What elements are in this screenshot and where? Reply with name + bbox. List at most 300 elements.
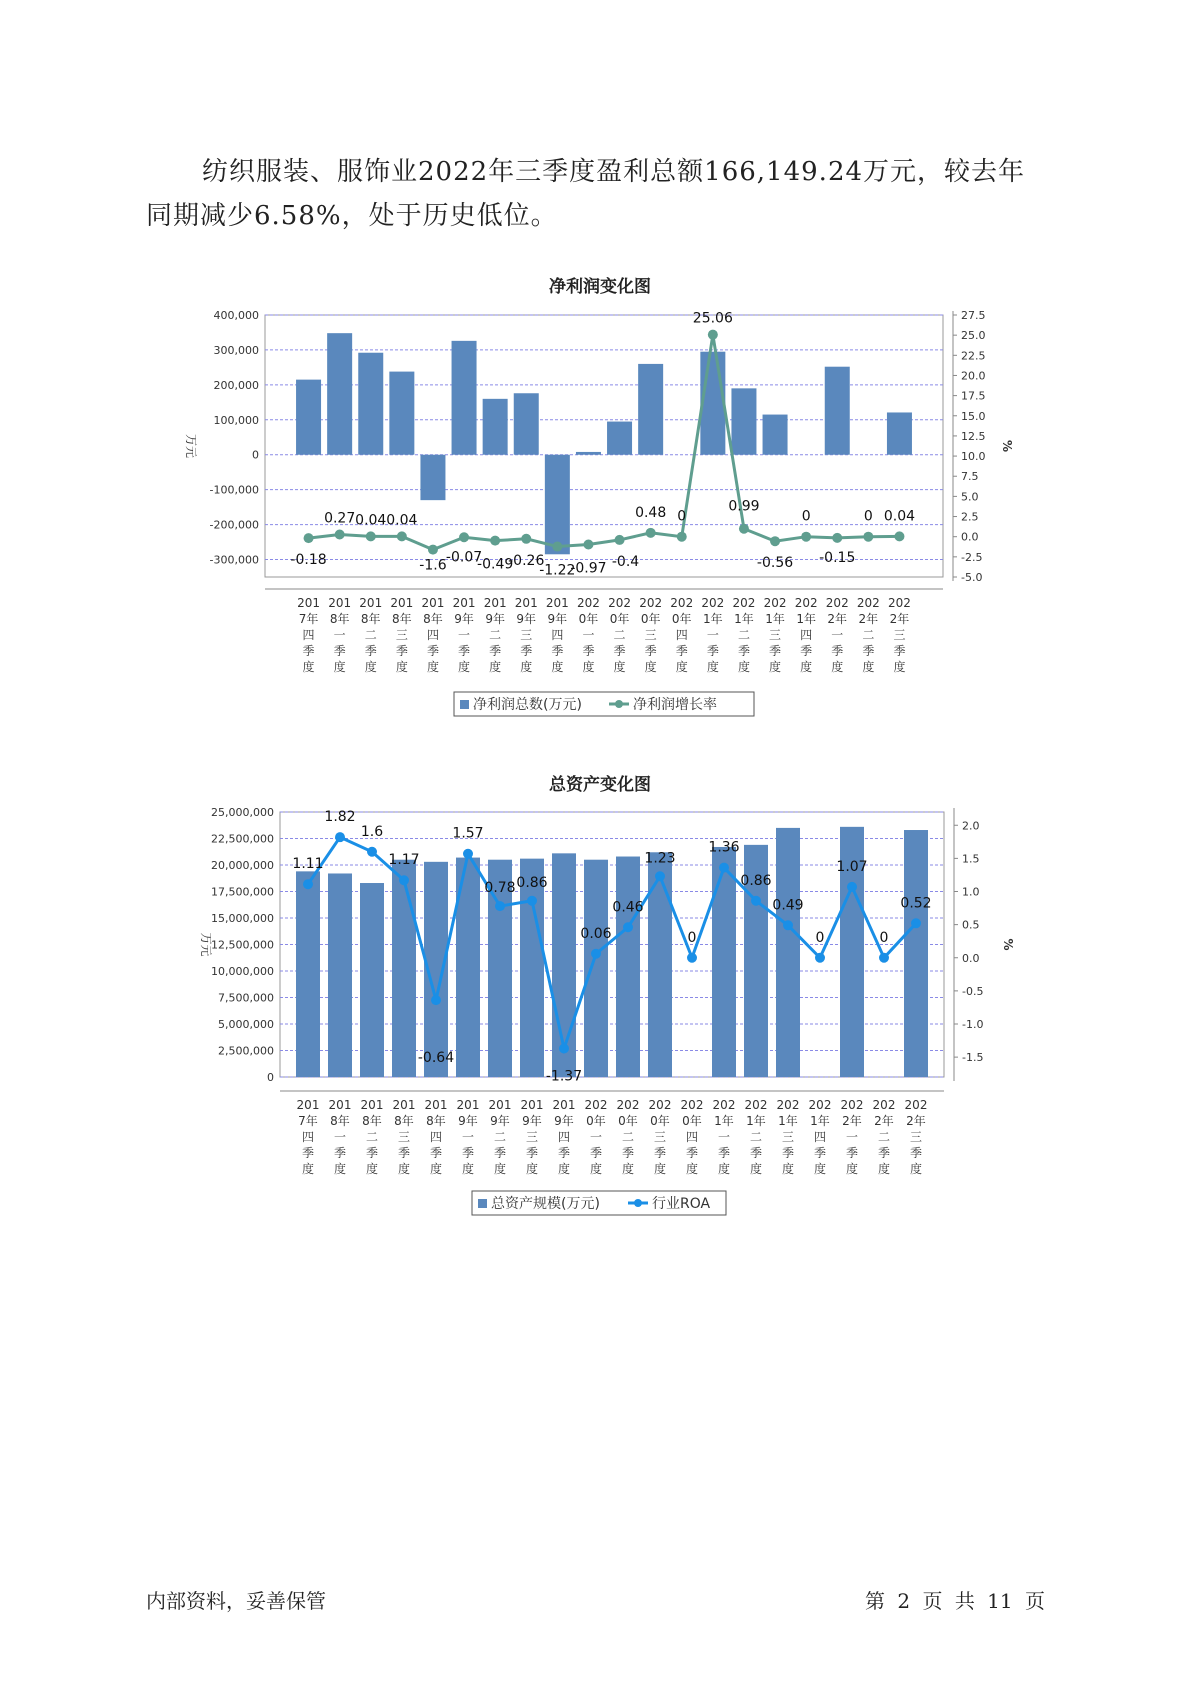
chart2-data-label: 1.11 <box>292 856 324 873</box>
chart2-x-tick-label <box>745 1098 768 1176</box>
svg-text:9年: 9年 <box>516 612 537 626</box>
svg-text:1年: 1年 <box>765 612 785 626</box>
chart1-y-right-tick-label: 25.0 <box>961 329 986 343</box>
chart2-y-left-tick-label: 22,500,000 <box>211 832 274 846</box>
svg-text:度: 度 <box>493 1162 507 1176</box>
chart2-data-label: 1.82 <box>324 809 356 826</box>
svg-text:四: 四 <box>675 628 688 642</box>
svg-text:季: 季 <box>862 644 875 658</box>
svg-text:201: 201 <box>514 596 538 610</box>
svg-text:季: 季 <box>461 1146 475 1160</box>
svg-text:8年: 8年 <box>392 612 412 626</box>
chart2-x-tick-label <box>329 1098 352 1176</box>
svg-text:二: 二 <box>364 628 377 642</box>
svg-text:一: 一 <box>845 1130 859 1144</box>
chart2-line-point <box>783 920 793 930</box>
chart1-y-right-tick-label: 27.5 <box>961 309 986 322</box>
chart2-data-label: 0.52 <box>900 895 932 912</box>
chart2-line-point <box>367 847 377 857</box>
chart2-y-left-tick-label: 5,000,000 <box>218 1018 274 1031</box>
chart1-y-right-tick-label: 22.5 <box>961 349 986 363</box>
svg-text:8年: 8年 <box>330 1114 350 1128</box>
svg-text:202: 202 <box>825 596 849 610</box>
chart2-x-tick-label <box>809 1098 832 1176</box>
chart2-legend-bar-label: 总资产规模(万元) <box>491 1196 600 1212</box>
svg-text:2年: 2年 <box>889 612 910 626</box>
chart2-data-label: -1.37 <box>545 1068 583 1085</box>
svg-text:三: 三 <box>769 628 782 642</box>
svg-text:202: 202 <box>776 1098 800 1112</box>
svg-text:四: 四 <box>426 628 439 642</box>
svg-text:三: 三 <box>653 1130 667 1144</box>
svg-text:度: 度 <box>613 660 626 674</box>
svg-text:一: 一 <box>831 628 844 642</box>
chart1-data-label: 0.48 <box>635 504 667 521</box>
chart1-data-label: -0.18 <box>290 552 327 569</box>
chart2-bar <box>584 860 608 1077</box>
chart2-x-tick-label <box>905 1098 928 1176</box>
chart1-data-label: -0.49 <box>477 556 514 573</box>
chart2-y-left-tick-label: 20,000,000 <box>211 859 274 872</box>
chart1-data-label: -0.97 <box>570 560 607 577</box>
svg-text:7年: 7年 <box>298 1114 318 1128</box>
svg-text:2年: 2年 <box>842 1114 862 1128</box>
chart2-y-left-tick-label: 2,500,000 <box>218 1044 274 1058</box>
svg-text:季: 季 <box>781 1146 795 1160</box>
svg-text:季: 季 <box>813 1146 827 1160</box>
chart2-data-label: 0.86 <box>516 874 548 891</box>
chart2-legend-line-marker <box>634 1199 642 1207</box>
chart2-legend-bar-swatch <box>478 1199 487 1208</box>
svg-text:季: 季 <box>333 1146 347 1160</box>
svg-text:季: 季 <box>557 1146 571 1160</box>
chart2-bar <box>520 859 544 1077</box>
svg-text:202: 202 <box>680 1098 704 1112</box>
svg-text:季: 季 <box>845 1146 859 1160</box>
svg-text:度: 度 <box>551 660 564 674</box>
svg-text:季: 季 <box>582 644 595 658</box>
chart2-x-tick-label <box>521 1098 544 1176</box>
svg-text:度: 度 <box>893 660 906 674</box>
chart2-x-tick-label <box>489 1098 512 1176</box>
svg-text:1年: 1年 <box>734 612 754 626</box>
svg-text:2年: 2年 <box>858 612 879 626</box>
chart1-legend-bar-label: 净利润总数(万元) <box>473 697 582 713</box>
svg-text:三: 三 <box>397 1130 411 1144</box>
chart2-title: 总资产变化图 <box>549 775 651 795</box>
svg-text:1年: 1年 <box>810 1114 830 1128</box>
chart2-x-tick-label <box>873 1098 896 1176</box>
svg-text:度: 度 <box>429 1162 443 1176</box>
chart1-title: 净利润变化图 <box>549 277 651 297</box>
chart2-y-right-tick-label: 0.0 <box>962 951 980 965</box>
chart2-x-tick-label <box>457 1098 480 1176</box>
svg-text:202: 202 <box>712 1098 736 1112</box>
chart2-bar <box>360 883 384 1077</box>
svg-text:季: 季 <box>831 644 844 658</box>
chart1-y-left-tick-label: -100,000 <box>209 483 259 497</box>
svg-text:度: 度 <box>525 1162 539 1176</box>
chart2-x-tick-label <box>777 1098 800 1176</box>
svg-text:季: 季 <box>429 1146 443 1160</box>
svg-text:202: 202 <box>701 596 725 610</box>
svg-text:二: 二 <box>877 1130 891 1144</box>
chart1-y-left-tick-label: 200,000 <box>213 378 259 392</box>
chart1-data-label: -0.56 <box>756 555 794 572</box>
svg-text:度: 度 <box>582 660 595 674</box>
chart1-y-right-tick-label: 15.0 <box>961 409 986 423</box>
svg-text:四: 四 <box>813 1130 827 1144</box>
svg-text:201: 201 <box>520 1098 544 1112</box>
svg-text:季: 季 <box>717 1146 731 1160</box>
svg-text:7年: 7年 <box>298 612 319 626</box>
chart2-y-right-tick-label: -1.5 <box>962 1051 984 1065</box>
svg-text:201: 201 <box>421 596 445 610</box>
chart2-x-tick-label <box>297 1098 320 1176</box>
chart1-y-right-tick-label: 5.0 <box>961 490 979 504</box>
chart2-y-left-tick-label: 0 <box>267 1071 274 1084</box>
svg-text:9年: 9年 <box>454 612 474 626</box>
chart1-y-right-tick-label: 10.0 <box>961 450 986 464</box>
svg-text:一: 一 <box>333 1130 347 1144</box>
chart1-y-right-label: % <box>1000 439 1014 453</box>
svg-text:8年: 8年 <box>329 612 350 626</box>
chart2-x-tick-label <box>713 1098 736 1176</box>
svg-text:度: 度 <box>461 1162 475 1176</box>
chart1-y-right-tick-label: 2.5 <box>961 510 979 524</box>
chart1-y-right-tick-label: -5.0 <box>961 571 983 584</box>
chart2-data-label: 0.78 <box>484 880 516 897</box>
chart2-line-point <box>655 871 665 881</box>
svg-text:202: 202 <box>616 1098 640 1112</box>
svg-text:202: 202 <box>856 596 880 610</box>
chart1-legend-line-label: 净利润增长率 <box>633 697 717 713</box>
chart2-y-left-label: 万元 <box>199 932 213 957</box>
svg-text:二: 二 <box>621 1130 635 1144</box>
chart1-y-right-tick-label: 7.5 <box>961 470 979 484</box>
svg-text:季: 季 <box>525 1146 539 1160</box>
svg-text:四: 四 <box>685 1130 699 1144</box>
svg-text:度: 度 <box>675 660 688 674</box>
svg-text:0年: 0年 <box>682 1114 702 1128</box>
chart2-x-tick-label <box>553 1098 576 1176</box>
svg-text:2年: 2年 <box>874 1114 894 1128</box>
svg-text:季: 季 <box>489 644 502 658</box>
svg-text:季: 季 <box>365 1146 379 1160</box>
svg-text:三: 三 <box>520 628 533 642</box>
svg-text:度: 度 <box>397 1162 411 1176</box>
svg-text:度: 度 <box>489 660 502 674</box>
svg-text:202: 202 <box>648 1098 672 1112</box>
svg-text:季: 季 <box>333 644 346 658</box>
svg-text:季: 季 <box>653 1146 667 1160</box>
chart1-data-label: 0.04 <box>386 512 418 529</box>
svg-text:201: 201 <box>552 1098 576 1112</box>
chart1-data-label: 0.04 <box>355 512 387 529</box>
svg-text:季: 季 <box>301 1146 315 1160</box>
svg-text:9年: 9年 <box>547 612 568 626</box>
chart2-x-tick-label <box>361 1098 384 1176</box>
chart2-y-right-tick-label: 0.5 <box>962 918 980 932</box>
svg-text:2年: 2年 <box>906 1114 926 1128</box>
chart2-y-left-tick-label: 7,500,000 <box>218 991 274 1005</box>
svg-text:三: 三 <box>525 1130 539 1144</box>
chart2-data-label: 0.86 <box>740 872 772 889</box>
svg-text:202: 202 <box>744 1098 768 1112</box>
summary-text: 纺织服装、服饰业2022年三季度盈利总额166,149.24万元，较去年同期减少6.58%，处于历史低位。 <box>146 157 1026 231</box>
svg-text:季: 季 <box>737 644 750 658</box>
chart2-y-right-tick-label: 1.0 <box>962 885 980 899</box>
svg-text:度: 度 <box>653 1162 667 1176</box>
chart1-data-label: 0 <box>801 508 811 525</box>
svg-text:度: 度 <box>302 660 315 674</box>
chart2-line-point <box>911 918 921 928</box>
svg-text:1年: 1年 <box>796 612 816 626</box>
chart2-data-label: 1.57 <box>452 825 484 842</box>
svg-text:四: 四 <box>301 1130 315 1144</box>
svg-text:度: 度 <box>621 1162 635 1176</box>
svg-text:201: 201 <box>390 596 414 610</box>
svg-text:度: 度 <box>333 1162 347 1176</box>
svg-text:202: 202 <box>608 596 632 610</box>
svg-text:季: 季 <box>800 644 813 658</box>
chart1-data-label: 0 <box>863 508 873 525</box>
chart2-data-label: 1.23 <box>644 850 676 867</box>
chart2-data-label: 0 <box>879 929 889 946</box>
svg-text:度: 度 <box>458 660 471 674</box>
svg-text:9年: 9年 <box>485 612 505 626</box>
svg-text:二: 二 <box>493 1130 507 1144</box>
chart2-data-label: 1.07 <box>836 858 868 875</box>
svg-text:201: 201 <box>359 596 383 610</box>
chart2-bar <box>648 852 672 1077</box>
svg-text:季: 季 <box>397 1146 411 1160</box>
svg-text:8年: 8年 <box>362 1114 382 1128</box>
svg-text:四: 四 <box>800 628 813 642</box>
svg-text:三: 三 <box>909 1130 923 1144</box>
svg-text:202: 202 <box>904 1098 928 1112</box>
svg-text:201: 201 <box>328 596 352 610</box>
chart1-y-left-tick-label: -300,000 <box>209 553 259 567</box>
chart2-x-tick-label <box>393 1098 416 1176</box>
chart2-bar <box>616 857 640 1077</box>
chart2-line-point <box>463 849 473 859</box>
svg-text:度: 度 <box>862 660 875 674</box>
svg-text:201: 201 <box>488 1098 512 1112</box>
chart2-line-point <box>303 879 313 889</box>
chart2-line-point <box>431 995 441 1005</box>
svg-text:8年: 8年 <box>394 1114 414 1128</box>
chart1-data-label: -0.07 <box>445 549 483 566</box>
svg-text:202: 202 <box>576 596 600 610</box>
svg-text:度: 度 <box>717 1162 731 1176</box>
chart2-data-label: 1.17 <box>388 852 420 869</box>
svg-text:1年: 1年 <box>703 612 723 626</box>
chart2-x-tick-label <box>681 1098 704 1176</box>
chart1-data-label: 0.99 <box>728 498 760 515</box>
svg-text:度: 度 <box>909 1162 923 1176</box>
svg-text:202: 202 <box>639 596 663 610</box>
svg-text:度: 度 <box>364 660 377 674</box>
chart2-y-right-tick-label: -0.5 <box>962 984 984 998</box>
chart2-line-point <box>335 832 345 842</box>
svg-text:度: 度 <box>365 1162 379 1176</box>
svg-text:度: 度 <box>426 660 439 674</box>
svg-text:季: 季 <box>769 644 782 658</box>
chart2-y-right-label: % <box>1001 938 1015 951</box>
svg-text:0年: 0年 <box>640 612 661 626</box>
svg-text:202: 202 <box>670 596 694 610</box>
chart1-y-left-tick-label: -200,000 <box>209 518 259 532</box>
chart1-y-right-tick-label: -2.5 <box>961 550 983 564</box>
chart2-line-point <box>527 896 537 906</box>
svg-text:201: 201 <box>296 1098 320 1112</box>
svg-text:四: 四 <box>551 628 564 642</box>
chart2-legend-line-label: 行业ROA <box>652 1196 711 1212</box>
svg-text:202: 202 <box>763 596 787 610</box>
chart2-bar <box>296 871 320 1077</box>
chart2-bar <box>776 828 800 1077</box>
svg-text:度: 度 <box>769 660 782 674</box>
svg-text:202: 202 <box>808 1098 832 1112</box>
svg-text:度: 度 <box>301 1162 315 1176</box>
chart2-line-point <box>719 863 729 873</box>
chart2-data-label: 0.46 <box>612 899 644 916</box>
chart2-y-left-tick-label: 25,000,000 <box>211 806 274 819</box>
svg-text:季: 季 <box>706 644 719 658</box>
chart2-legend <box>472 1191 726 1215</box>
chart2-line-point <box>399 875 409 885</box>
svg-text:季: 季 <box>395 644 408 658</box>
svg-text:度: 度 <box>333 660 346 674</box>
svg-text:二: 二 <box>737 628 750 642</box>
svg-text:度: 度 <box>749 1162 763 1176</box>
chart1-y-right-tick-label: 20.0 <box>961 369 986 383</box>
svg-text:度: 度 <box>800 660 813 674</box>
svg-text:9年: 9年 <box>522 1114 542 1128</box>
svg-text:8年: 8年 <box>423 612 443 626</box>
chart1-y-left-tick-label: 400,000 <box>213 309 259 322</box>
chart2-bar <box>904 830 928 1077</box>
chart2-y-left-tick-label: 15,000,000 <box>211 912 274 925</box>
svg-text:季: 季 <box>613 644 626 658</box>
svg-text:季: 季 <box>364 644 377 658</box>
svg-text:度: 度 <box>781 1162 795 1176</box>
svg-text:度: 度 <box>557 1162 571 1176</box>
chart2-data-label: 1.6 <box>360 823 384 840</box>
chart2-data-label: 0 <box>815 929 825 946</box>
svg-text:季: 季 <box>893 644 906 658</box>
chart2-line-point <box>751 896 761 906</box>
chart2-data-label: -0.64 <box>417 1050 455 1067</box>
svg-text:一: 一 <box>706 628 719 642</box>
chart2-bar <box>328 873 352 1077</box>
svg-text:度: 度 <box>831 660 844 674</box>
svg-text:202: 202 <box>887 596 911 610</box>
svg-text:0年: 0年 <box>671 612 692 626</box>
svg-text:度: 度 <box>877 1162 891 1176</box>
chart2-x-tick-label <box>585 1098 608 1176</box>
chart2-line-point <box>687 953 697 963</box>
chart2-bar <box>712 847 736 1077</box>
chart2-bar <box>392 860 416 1077</box>
svg-text:季: 季 <box>458 644 471 658</box>
svg-text:0年: 0年 <box>586 1114 606 1128</box>
svg-text:8年: 8年 <box>360 612 381 626</box>
svg-text:季: 季 <box>877 1146 891 1160</box>
svg-text:1年: 1年 <box>714 1114 734 1128</box>
chart2-line-point <box>495 901 505 911</box>
chart2-line-point <box>559 1044 569 1054</box>
chart1-y-right-tick-label: 17.5 <box>961 389 986 403</box>
svg-text:一: 一 <box>333 628 346 642</box>
svg-text:四: 四 <box>429 1130 443 1144</box>
chart2-line-point <box>591 949 601 959</box>
svg-text:202: 202 <box>732 596 756 610</box>
chart2-line-point <box>847 882 857 892</box>
svg-text:季: 季 <box>621 1146 635 1160</box>
svg-text:8年: 8年 <box>426 1114 446 1128</box>
chart2-data-label: 0 <box>687 929 697 946</box>
svg-text:一: 一 <box>461 1130 475 1144</box>
chart1-y-left-tick-label: 300,000 <box>213 343 259 357</box>
svg-text:201: 201 <box>360 1098 384 1112</box>
svg-text:二: 二 <box>489 628 502 642</box>
chart1-data-label: 0.04 <box>883 508 916 525</box>
chart1-data-label: -1.6 <box>419 557 447 574</box>
chart1-data-label: -0.26 <box>508 552 545 569</box>
chart1-data-label: -0.15 <box>819 549 856 566</box>
svg-text:度: 度 <box>589 1162 603 1176</box>
svg-text:2年: 2年 <box>827 612 848 626</box>
svg-text:201: 201 <box>328 1098 352 1112</box>
chart2-data-label: 0.49 <box>772 897 804 914</box>
svg-text:202: 202 <box>794 596 818 610</box>
chart2-y-right-tick-label: -1.0 <box>962 1018 984 1031</box>
svg-text:1年: 1年 <box>746 1114 766 1128</box>
svg-text:201: 201 <box>456 1098 480 1112</box>
chart1-y-right-tick-label: 12.5 <box>961 429 986 443</box>
svg-text:二: 二 <box>749 1130 763 1144</box>
svg-text:季: 季 <box>520 644 533 658</box>
footer-page-number: 第 2 页 共 11 页 <box>865 1589 1045 1613</box>
svg-text:9年: 9年 <box>458 1114 478 1128</box>
chart2-y-left-tick-label: 10,000,000 <box>211 965 274 978</box>
svg-text:二: 二 <box>613 628 626 642</box>
chart1-data-label: -0.4 <box>611 553 640 570</box>
svg-text:201: 201 <box>424 1098 448 1112</box>
svg-text:度: 度 <box>644 660 657 674</box>
svg-text:201: 201 <box>452 596 476 610</box>
svg-text:季: 季 <box>493 1146 507 1160</box>
svg-text:度: 度 <box>737 660 750 674</box>
svg-text:度: 度 <box>813 1162 827 1176</box>
chart2-line-point <box>815 953 825 963</box>
chart2-x-tick-label <box>617 1098 640 1176</box>
svg-text:季: 季 <box>426 644 439 658</box>
svg-text:度: 度 <box>706 660 719 674</box>
svg-text:1年: 1年 <box>778 1114 798 1128</box>
svg-text:季: 季 <box>909 1146 923 1160</box>
chart2-y-left-tick-label: 12,500,000 <box>211 938 274 952</box>
chart2-x-tick-label <box>649 1098 672 1176</box>
svg-text:9年: 9年 <box>554 1114 574 1128</box>
svg-text:202: 202 <box>872 1098 896 1112</box>
svg-text:202: 202 <box>584 1098 608 1112</box>
chart2-y-left-tick-label: 17,500,000 <box>211 885 274 899</box>
chart2-line-point <box>879 953 889 963</box>
svg-text:一: 一 <box>589 1130 603 1144</box>
